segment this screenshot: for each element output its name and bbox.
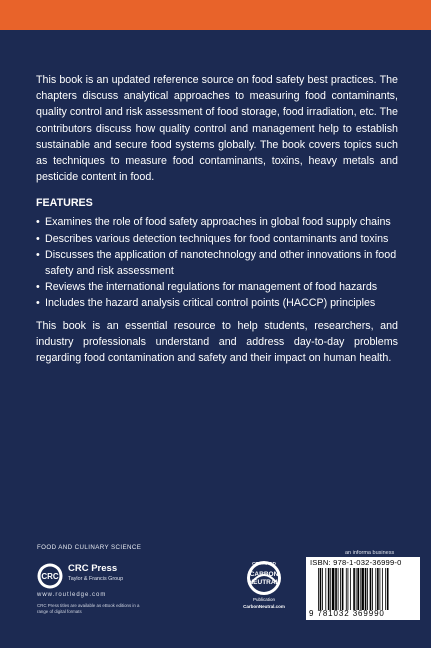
barcode [306,557,420,620]
barcode-bar [380,568,381,610]
isbn-text: ISBN: 978-1-032-36999-0 [310,558,402,567]
features-list [36,214,398,311]
barcode-bar [382,568,383,610]
barcode-bar [340,568,341,610]
barcode-bar [387,568,389,610]
barcode-bar [367,568,368,610]
series-label: FOOD AND CULINARY SCIENCE [37,544,142,551]
barcode-bar [320,568,322,610]
carbon-neutral-logo [232,554,296,618]
ebook-note: CRC Press titles are available as eBook editions in a range of digital formats [37,603,140,614]
carbon-url: CarbonNeutral.com [243,604,285,609]
bullet-icon: • [36,281,40,294]
bullet-icon: • [36,248,40,261]
barcode-bar [356,568,357,610]
feature-item: • Describes various detection techniques for food contaminants and toxins [36,231,398,247]
barcode-bar [375,568,376,610]
carbon-certified: CERTIFIED [252,561,276,566]
barcode-bar [348,568,349,610]
closing-paragraph: This book is an essential resource to help students, researchers, and industry professionals understand and address day-to-day problems regarding food contamination and safety and their impact on human health. [36,319,398,365]
feature-item: • Discusses the application of nanotechnology and other innovations in food safety and risk assessment [36,248,397,278]
feature-item: • Reviews the international regulations for management of food hazards [36,279,398,295]
publisher-group: Taylor & Francis Group [68,576,124,582]
crc-press-logo [37,563,63,589]
intro-paragraph: This book is an updated reference source on food safety best practices. The chapters discuss analytical approaches to measuring food contaminants, quality control and risk assessment of food storage, food irradiation, etc. The contributors discuss how quality control and management help to establish sustainable and secure food systems globally. The book covers topics such as techniques to measure food contaminants, toxins, heavy metals and pesticide content in food. [36,74,398,184]
barcode-bar [338,568,339,610]
barcode-bar [365,568,367,610]
barcode-bar [342,568,344,610]
top-accent-bar [0,0,431,30]
barcode-bar [318,568,319,610]
barcode-digits: 9 781032 369990 [309,609,385,618]
bullet-icon: • [36,216,40,229]
barcode-bar [346,568,347,610]
carbon-line1: CARBON [249,571,279,578]
bullet-icon: • [36,232,40,245]
barcode-bar [325,568,326,610]
barcode-bar [353,568,355,610]
barcode-bar [370,568,372,610]
feature-item: • Includes the hazard analysis critical control points (HACCP) principles [36,295,398,311]
barcode-bar [328,568,330,610]
barcode-bar [322,568,323,610]
barcode-bar [385,568,386,610]
barcode-bar [330,568,331,610]
carbon-sub: Publication [252,597,275,602]
barcode-bar [377,568,379,610]
barcode-bar [332,568,334,610]
informa-label: an informa business [345,550,395,556]
publisher-name: CRC Press [68,563,118,574]
barcode-bar [335,568,337,610]
bullet-icon: • [36,297,40,310]
publisher-website: www.routledge.com [37,592,107,598]
barcode-bars-icon [318,568,418,610]
feature-item: • Examines the role of food safety approaches in global food supply chains [36,214,398,230]
barcode-bar [357,568,359,610]
barcode-bar [361,568,363,610]
barcode-bar [350,568,351,610]
barcode-bar [360,568,361,610]
features-heading: FEATURES [36,197,93,210]
barcode-bar [372,568,373,610]
carbon-line2: NEUTRAL [248,579,280,586]
back-cover-text [36,72,398,366]
crc-logo-text: CRC [41,572,59,581]
